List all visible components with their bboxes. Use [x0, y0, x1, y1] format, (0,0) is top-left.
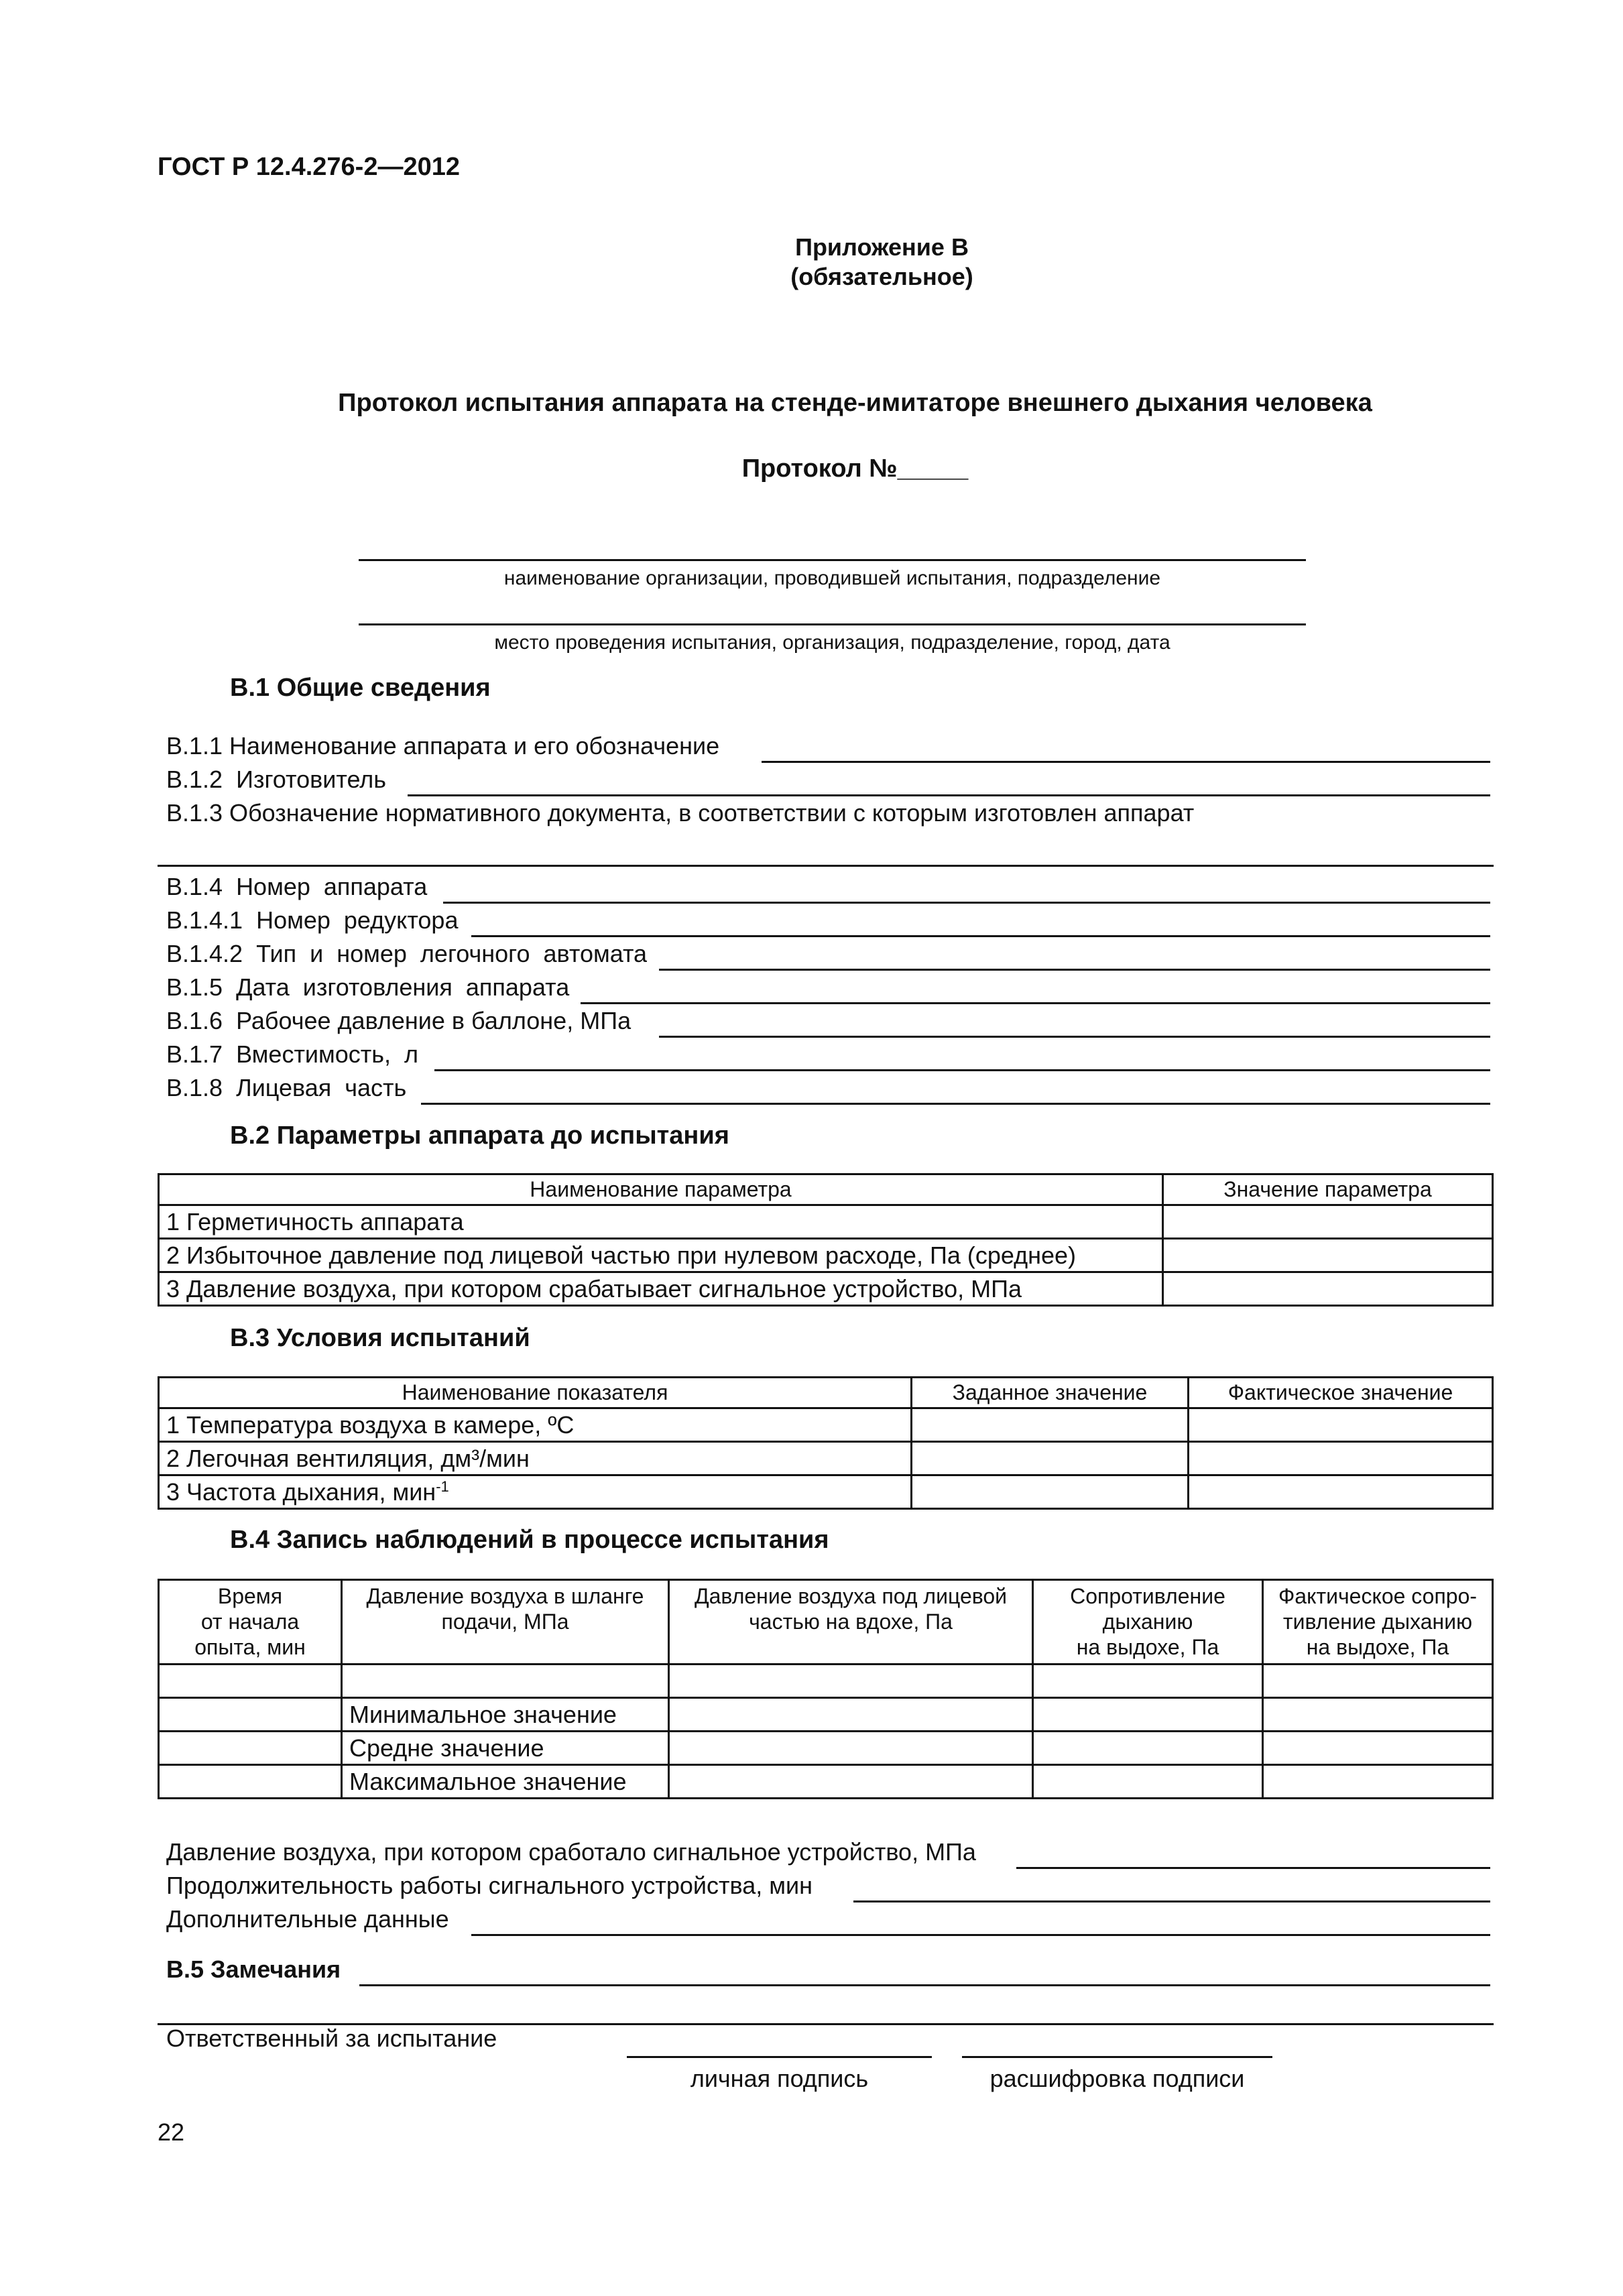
place-line[interactable]	[359, 623, 1306, 625]
inhale-pressure-cell[interactable]	[669, 1698, 1033, 1732]
fill-line[interactable]	[434, 1069, 1490, 1071]
field-label: Давление воздуха, при котором сработало сигнальное устройство, МПа	[166, 1838, 976, 1866]
time-cell[interactable]	[159, 1732, 342, 1765]
actual-resistance-cell[interactable]	[1263, 1665, 1493, 1698]
column-header: Сопротивление дыханию на выдохе, Па	[1033, 1580, 1263, 1665]
column-header: Время от начала опыта, мин	[159, 1580, 342, 1665]
table-row	[159, 1665, 1493, 1698]
table-header-row	[159, 1580, 1493, 1665]
table-row	[159, 1239, 1493, 1272]
field-label: В.1.3 Обозначение нормативного документа, в соответствии с которым изготовлен аппарат	[166, 799, 1195, 827]
field-label: В.1.4.2 Тип и номер легочного автомата	[166, 940, 648, 967]
table-row	[159, 1205, 1493, 1239]
protocol-heading: Протокол испытания аппарата на стенде-имитаторе внешнего дыхания человека	[338, 389, 1372, 417]
field-additional-data[interactable]	[166, 1904, 1490, 1937]
appendix-status: (обязательное)	[790, 263, 973, 290]
parameter-name: 2 Избыточное давление под лицевой частью при нулевом расходе, Па (среднее)	[159, 1239, 1163, 1272]
column-header: Наименование показателя	[159, 1378, 912, 1408]
place-caption: место проведения испытания, организация, подразделение, город, дата	[494, 631, 1170, 654]
column-header: Давление воздуха под лицевой частью на вдохе, Па	[669, 1580, 1033, 1665]
row-label	[342, 1665, 669, 1698]
time-cell[interactable]	[159, 1765, 342, 1799]
field-signal-duration[interactable]	[166, 1870, 1490, 1904]
time-cell[interactable]	[159, 1665, 342, 1698]
signature-line[interactable]	[627, 2056, 932, 2058]
protocol-number: Протокол №_____	[741, 455, 969, 483]
section-3-title: В.3 Условия испытаний	[230, 1324, 530, 1352]
fill-line[interactable]	[471, 1934, 1490, 1936]
fill-line[interactable]	[762, 761, 1490, 763]
parameter-name: 3 Давление воздуха, при котором срабатывает сигнальное устройство, МПа	[159, 1272, 1163, 1306]
parameter-value-cell[interactable]	[1163, 1272, 1493, 1306]
field-label: В.1.5 Дата изготовления аппарата	[166, 973, 570, 1001]
actual-value-cell[interactable]	[1189, 1475, 1493, 1509]
superscript: -1	[436, 1477, 449, 1495]
field-reducer-number[interactable]	[166, 905, 1490, 939]
section-4-title: В.4 Запись наблюдений в процессе испытания	[230, 1526, 829, 1554]
test-conditions-table	[158, 1376, 1494, 1510]
time-cell[interactable]	[159, 1698, 342, 1732]
parameter-value-cell[interactable]	[1163, 1205, 1493, 1239]
field-facepiece[interactable]	[166, 1073, 1490, 1106]
field-label: В.1.4.1 Номер редуктора	[166, 906, 459, 934]
exhale-resistance-cell[interactable]	[1033, 1765, 1263, 1799]
actual-resistance-cell[interactable]	[1263, 1732, 1493, 1765]
field-demand-valve[interactable]	[166, 939, 1490, 972]
fill-line[interactable]	[659, 969, 1490, 971]
parameter-value-cell[interactable]	[1163, 1239, 1493, 1272]
indicator-name: 3 Частота дыхания, мин	[166, 1477, 436, 1506]
exhale-resistance-cell[interactable]	[1033, 1665, 1263, 1698]
organization-line[interactable]	[359, 559, 1306, 561]
column-header: Фактическое сопро- тивление дыханию на выдохе, Па	[1263, 1580, 1493, 1665]
field-label: Продолжительность работы сигнального устройства, мин	[166, 1872, 813, 1899]
indicator-name-cell	[159, 1475, 912, 1509]
fill-line[interactable]	[443, 902, 1490, 904]
row-label: Средне значение	[342, 1732, 669, 1765]
field-label: В.1.1 Наименование аппарата и его обозначение	[166, 732, 720, 760]
table-row	[159, 1698, 1493, 1732]
signature-decoding-line[interactable]	[962, 2056, 1272, 2058]
parameter-name: 1 Герметичность аппарата	[159, 1205, 1163, 1239]
section-1-title: В.1 Общие сведения	[230, 674, 491, 702]
fill-line[interactable]	[1016, 1867, 1490, 1869]
fill-line[interactable]	[359, 1984, 1490, 1986]
column-header: Значение параметра	[1163, 1174, 1493, 1205]
field-capacity[interactable]	[166, 1039, 1490, 1073]
field-manufacture-date[interactable]	[166, 972, 1490, 1006]
page-number: 22	[158, 2118, 185, 2146]
column-header: Фактическое значение	[1189, 1378, 1493, 1408]
actual-value-cell[interactable]	[1189, 1408, 1493, 1442]
table-header-row	[159, 1174, 1493, 1205]
organization-caption: наименование организации, проводившей испытания, подразделение	[503, 567, 1161, 589]
field-label: В.1.8 Лицевая часть	[166, 1074, 407, 1101]
signature-decoding-caption: расшифровка подписи	[989, 2065, 1245, 2092]
actual-resistance-cell[interactable]	[1263, 1765, 1493, 1799]
fill-line[interactable]	[408, 794, 1490, 796]
actual-resistance-cell[interactable]	[1263, 1698, 1493, 1732]
row-label: Максимальное значение	[342, 1765, 669, 1799]
section-2-title: В.2 Параметры аппарата до испытания	[230, 1122, 729, 1150]
table-header-row	[159, 1378, 1493, 1408]
actual-value-cell[interactable]	[1189, 1442, 1493, 1475]
fill-line[interactable]	[659, 1036, 1490, 1038]
exhale-resistance-cell[interactable]	[1033, 1698, 1263, 1732]
signature-caption: личная подпись	[690, 2065, 869, 2092]
field-label: В.1.6 Рабочее давление в баллоне, МПа	[166, 1007, 632, 1034]
column-header: Давление воздуха в шланге подачи, МПа	[342, 1580, 669, 1665]
table-row	[159, 1475, 1493, 1509]
fill-line[interactable]	[581, 1002, 1490, 1004]
inhale-pressure-cell[interactable]	[669, 1765, 1033, 1799]
fill-line[interactable]	[853, 1900, 1490, 1902]
set-value-cell[interactable]	[912, 1408, 1189, 1442]
field-apparatus-name[interactable]	[166, 731, 1490, 764]
document-code: ГОСТ Р 12.4.276-2—2012	[158, 153, 461, 181]
table-row	[159, 1272, 1493, 1306]
column-header: Наименование параметра	[159, 1174, 1163, 1205]
table-row	[159, 1408, 1493, 1442]
observations-table	[158, 1579, 1494, 1799]
parameters-table	[158, 1173, 1494, 1307]
field-manufacturer[interactable]	[166, 764, 1490, 798]
normative-document-line[interactable]	[158, 865, 1494, 867]
table-row	[159, 1765, 1493, 1799]
field-label: В.1.4 Номер аппарата	[166, 873, 428, 900]
set-value-cell[interactable]	[912, 1442, 1189, 1475]
set-value-cell[interactable]	[912, 1475, 1189, 1509]
field-working-pressure[interactable]	[166, 1006, 1490, 1039]
responsible-label: Ответственный за испытание	[166, 2025, 497, 2052]
table-row	[159, 1732, 1493, 1765]
field-signal-pressure[interactable]	[166, 1837, 1490, 1870]
exhale-resistance-cell[interactable]	[1033, 1732, 1263, 1765]
field-label: Дополнительные данные	[166, 1905, 449, 1933]
field-label: В.1.7 Вместимость, л	[166, 1040, 419, 1068]
column-header: Заданное значение	[912, 1378, 1189, 1408]
inhale-pressure-cell[interactable]	[669, 1732, 1033, 1765]
fill-line[interactable]	[421, 1103, 1490, 1105]
row-label: Минимальное значение	[342, 1698, 669, 1732]
field-apparatus-number[interactable]	[166, 871, 1490, 905]
field-remarks[interactable]	[166, 1954, 1490, 1988]
section-5-title: В.5 Замечания	[166, 1955, 341, 1983]
indicator-name: 1 Температура воздуха в камере, ºС	[159, 1408, 912, 1442]
field-label: В.1.2 Изготовитель	[166, 766, 387, 793]
indicator-name: 2 Легочная вентиляция, дм³/мин	[159, 1442, 912, 1475]
inhale-pressure-cell[interactable]	[669, 1665, 1033, 1698]
table-row	[159, 1442, 1493, 1475]
fill-line[interactable]	[471, 935, 1490, 937]
field-normative-document[interactable]	[166, 798, 1490, 831]
appendix-title: Приложение В	[795, 233, 969, 261]
